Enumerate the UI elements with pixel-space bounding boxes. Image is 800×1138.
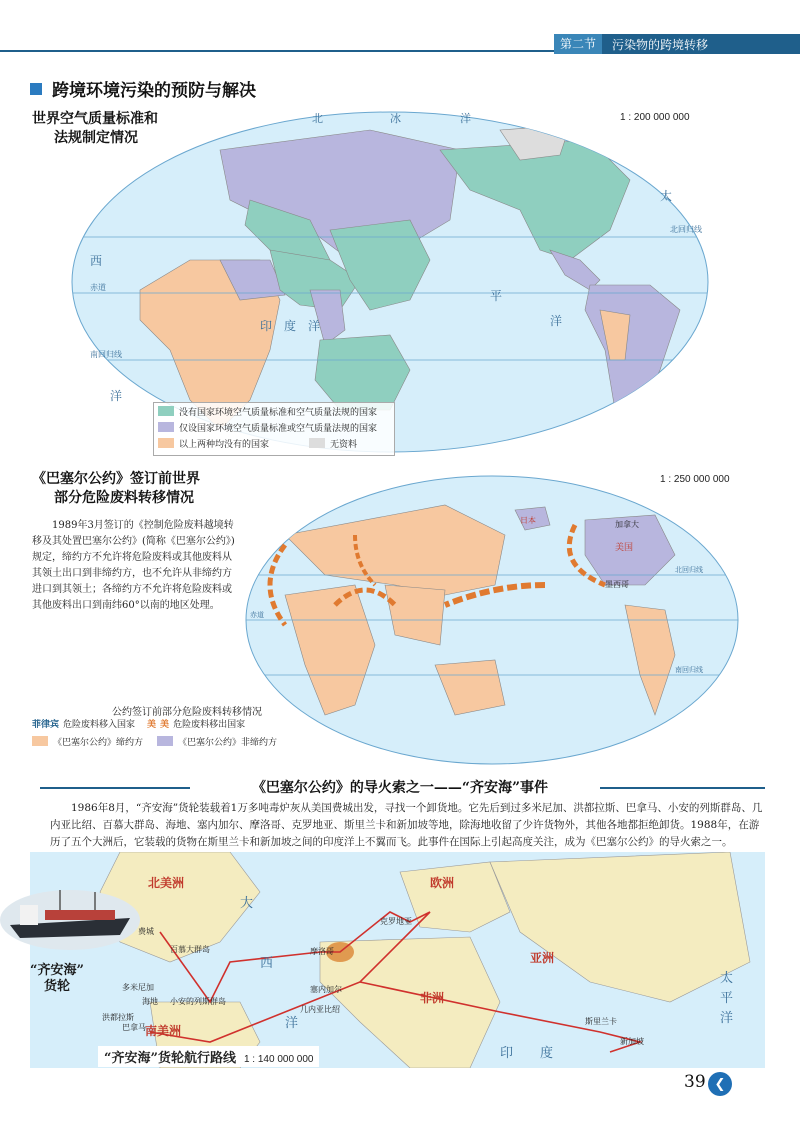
- legend2-row-parties: [32, 731, 277, 751]
- route-label-haiti: 海地: [142, 997, 158, 1006]
- ship-bridge: [20, 905, 38, 925]
- route-label-dominican: 多米尼加: [122, 983, 154, 992]
- map2-legend-title: 公约签订前部分危险废料转移情况: [112, 707, 262, 718]
- map1-label-ice: 冰: [390, 112, 401, 125]
- map1-label-indian: 印 度 洋: [260, 319, 321, 333]
- route-label-honduras: 洪都拉斯: [102, 1013, 134, 1022]
- map2-legend: [32, 716, 277, 751]
- map1-caption: [32, 110, 158, 148]
- map2-label-north-tropic: 北回归线: [675, 566, 703, 574]
- route-label-south-america: 南美洲: [145, 1024, 182, 1038]
- ship-label-line2: 货轮: [43, 979, 70, 994]
- route-label-panama: 巴拿马: [122, 1023, 146, 1032]
- route-label-north-america: 北美洲: [148, 876, 185, 890]
- legend-swatch: [309, 438, 325, 448]
- map1-label-pacific-da: 太: [660, 189, 673, 203]
- ship-label-line1: “齐安海”: [30, 963, 84, 978]
- map2-label-equator: 赤道: [250, 611, 264, 619]
- route-label-yin: 印: [500, 1046, 514, 1061]
- section-title: 污染物的跨境转移: [612, 37, 709, 52]
- map1-label-ocean: 洋: [460, 112, 471, 125]
- route-label-yang: 洋: [285, 1016, 299, 1031]
- map2-label-south-tropic: 南回归线: [675, 666, 703, 674]
- route-label-xi: 西: [260, 956, 274, 971]
- legend-swatch: [32, 736, 48, 746]
- map1-caption-line2: 法规制定情况: [54, 130, 138, 146]
- map2-label-japan: 日本: [520, 516, 536, 525]
- legend1-item-neither: [158, 435, 394, 451]
- legend-label: 无资料: [330, 439, 358, 450]
- case-title: 《巴塞尔公约》的导火索之一——“齐安海”事件: [251, 780, 549, 796]
- legend2-export-sample2: 美: [160, 720, 170, 730]
- route-label-asia: 亚洲: [530, 951, 555, 965]
- legend-swatch: [158, 422, 174, 432]
- legend-label: 仅设国家环境空气质量标准或空气质量法规的国家: [179, 423, 378, 434]
- route-label-europe: 欧洲: [430, 876, 455, 890]
- map1-label-atlantic-yang: 洋: [110, 389, 123, 403]
- case-description: 1986年8月，“齐安海”货轮装载着1万多吨毒炉灰从美国费城出发，寻找一个卸货地。它先后到过多米尼加、洪都拉斯、巴拿马、小安的列斯群岛、几内亚比绍、百慕大群岛、海地、塞内加尔、摩洛哥、克罗地亚、斯里兰卡和新加坡等地，除海地收留了少许货物外，其他各地都拒绝卸货。1988年，在游历了五个大洲后，它装载的货物在斯里兰卡和新加坡之间的印度洋上不翼而飞。此事件在国际上引起高度关注，成为《巴塞尔公约》的导火索之一。: [50, 802, 763, 848]
- route-caption: [98, 1046, 319, 1067]
- route-label-lesser-antilles: 小安的列斯群岛: [170, 997, 226, 1006]
- section-number: 第二节: [554, 34, 602, 54]
- route-label-singapore: 新加坡: [620, 1037, 644, 1046]
- map2-caption: [32, 470, 200, 508]
- map2-caption-line2: 部分危险废料转移情况: [54, 490, 194, 506]
- ship-cargo: [45, 910, 115, 920]
- cargo-ship-image: [0, 880, 140, 950]
- route-label-philadelphia: 费城: [138, 927, 154, 936]
- map1-label-south-tropic: 南回归线: [90, 350, 122, 359]
- ship-route-map: [30, 852, 765, 1068]
- basel-convention-note: 1989年3月签订的《控制危险废料越境转移及其处置巴塞尔公约》(简称《巴塞尔公约》)规定，缔约方不允许将危险废料或其他废料从其领土出口到非缔约方，也不允许从非缔约方进口到其领土；各缔约方不允许将危险废料或其他废料出口到南纬60°以南的地区处理。: [32, 520, 235, 611]
- route-label-senegal: 塞内加尔: [310, 985, 342, 994]
- heading-bullet-icon: [30, 83, 42, 95]
- route-label-morocco: 摩洛哥: [310, 947, 334, 956]
- map1-label-pacific-ping: 平: [490, 289, 503, 303]
- legend-swatch: [158, 438, 174, 448]
- route-label-da: 大: [240, 896, 254, 911]
- map1-caption-line1: 世界空气质量标准和: [32, 111, 158, 127]
- legend2-party-label: 《巴塞尔公约》缔约方: [53, 737, 144, 748]
- page-number: 39: [684, 1072, 706, 1092]
- page-heading-text: 跨境环境污染的预防与解决: [52, 81, 256, 101]
- route-label-tai: 太: [720, 971, 734, 986]
- route-label-bermuda: 百慕大群岛: [170, 945, 210, 954]
- page-heading: [30, 76, 256, 101]
- map1-label-equator: 赤道: [90, 283, 106, 292]
- chapter-tag: [554, 34, 800, 54]
- legend2-nonparty-label: 《巴塞尔公约》非缔约方: [178, 737, 278, 748]
- legend-swatch: [158, 406, 174, 416]
- legend2-export-label: 危险废料移出国家: [173, 720, 246, 730]
- route-label-guinea-bissau: 几内亚比绍: [300, 1005, 340, 1014]
- route-label-africa: 非洲: [420, 991, 445, 1005]
- map1-label-atlantic-xi: 西: [90, 254, 103, 268]
- route-label-croatia: 克罗地亚: [380, 917, 412, 926]
- legend-label: 没有国家环境空气质量标准和空气质量法规的国家: [179, 407, 378, 418]
- map2-label-canada: 加拿大: [615, 520, 639, 529]
- map2-caption-line1: 《巴塞尔公约》签订前世界: [32, 471, 200, 487]
- route-caption-text: “齐安海”货轮航行路线: [104, 1051, 236, 1066]
- ship-label: [30, 963, 84, 995]
- map1-label-arctic: 北: [312, 112, 323, 125]
- hazardous-waste-map: [245, 475, 740, 765]
- map2-label-mexico: 墨西哥: [605, 580, 629, 589]
- legend2-import-sample: 菲律宾: [32, 720, 60, 730]
- legend2-row-transfer: [32, 716, 277, 731]
- map1-legend: [153, 402, 395, 456]
- map1-label-north-tropic: 北回归线: [670, 225, 702, 234]
- legend2-export-sample: 美: [147, 720, 157, 730]
- next-page-icon[interactable]: ❮: [708, 1072, 732, 1096]
- route-scale: 1 : 140 000 000: [243, 1054, 314, 1065]
- legend-swatch: [157, 736, 173, 746]
- map1-scale: 1 : 200 000 000: [620, 112, 690, 123]
- map1-label-pacific-yang: 洋: [550, 314, 563, 328]
- legend1-item-one-only: [158, 419, 394, 435]
- legend2-import-label: 危险废料移入国家: [63, 720, 136, 730]
- route-label-du: 度: [540, 1046, 554, 1061]
- route-label-srilanka: 斯里兰卡: [585, 1017, 617, 1026]
- route-label-ping: 平: [720, 991, 734, 1006]
- route-label-yang2: 洋: [720, 1011, 734, 1026]
- legend-label: 以上两种均没有的国家: [179, 439, 270, 450]
- map2-label-usa: 美国: [615, 543, 634, 553]
- map2-scale: 1 : 250 000 000: [660, 474, 730, 485]
- legend1-item-none-standard: [158, 403, 394, 419]
